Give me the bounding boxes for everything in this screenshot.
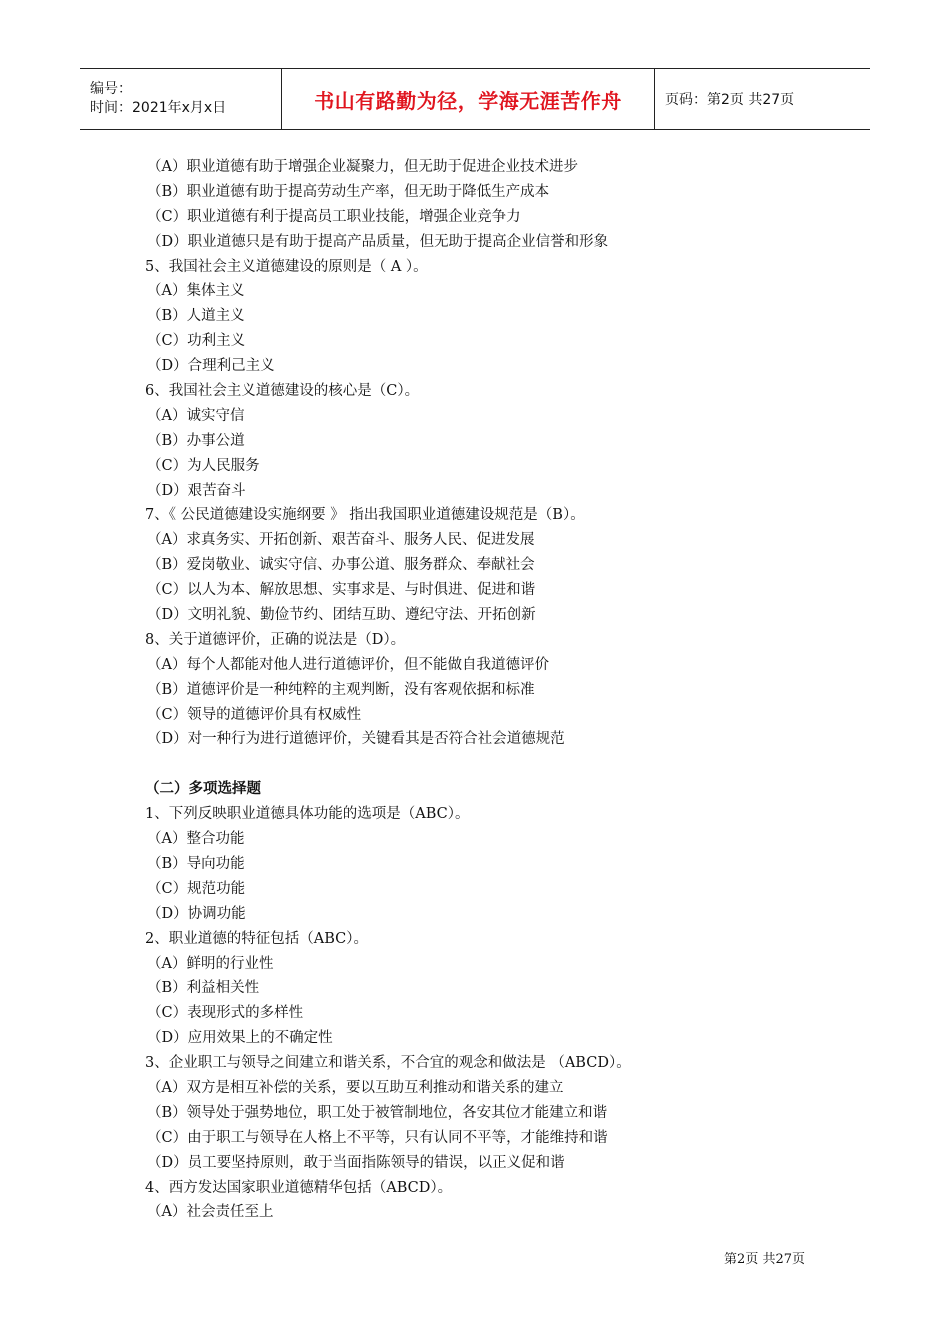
answer-option: （D）艰苦奋斗: [147, 482, 246, 499]
answer-option: （D）文明礼貌、勤俭节约、团结互助、遵纪守法、开拓创新: [147, 607, 536, 624]
page-footer: 第2页 共27页: [724, 1252, 805, 1267]
answer-option: （C）职业道德有利于提高员工职业技能，增强企业竞争力: [147, 208, 521, 225]
answer-option: （A）职业道德有助于增强企业凝聚力，但无助于促进企业技术进步: [147, 159, 578, 175]
answer-option: （A）社会责任至上: [147, 1204, 274, 1221]
question-text: 1、下列反映职业道德具体功能的选项是（ABC）。: [145, 806, 470, 823]
answer-option: （A）整合功能: [147, 831, 245, 848]
answer-option: （B）领导处于强势地位，职工处于被管制地位，各安其位才能建立和谐: [147, 1104, 608, 1121]
answer-option: （D）协调功能: [147, 905, 246, 922]
answer-option: （C）功利主义: [147, 333, 246, 350]
question-text: 4、西方发达国家职业道德精华包括（ABCD）。: [145, 1179, 453, 1196]
header-motto: 书山有路勤为径，学海无涯苦作舟: [314, 88, 622, 113]
question-text: 8、关于道德评价，正确的说法是（D）。: [145, 631, 406, 648]
answer-option: （A）鲜明的行业性: [147, 955, 274, 972]
question-text: 6、我国社会主义道德建设的核心是（C）。: [145, 383, 420, 400]
answer-option: （A）诚实守信: [147, 407, 245, 424]
answer-option: （B）道德评价是一种纯粹的主观判断，没有客观依据和标准: [147, 681, 535, 698]
answer-option: （B）职业道德有助于提高劳动生产率，但无助于降低生产成本: [147, 183, 550, 200]
answer-option: （C）以人为本、解放思想、实事求是、与时俱进、促进和谐: [147, 582, 536, 599]
answer-option: （D）对一种行为进行道德评价，关键看其是否符合社会道德规范: [147, 731, 565, 748]
header-page-cell: [655, 69, 870, 129]
question-text: 2、职业道德的特征包括（ABC）。: [145, 930, 368, 947]
answer-option: （C）为人民服务: [147, 457, 260, 474]
answer-option: （D）职业道德只是有助于提高产品质量，但无助于提高企业信誉和形象: [147, 233, 609, 250]
header-page-number: 页码：第2页 共27页: [665, 92, 795, 108]
answer-option: （D）合理利己主义: [147, 358, 275, 375]
section-heading: （二）多项选择题: [145, 781, 261, 798]
answer-option: （B）人道主义: [147, 308, 245, 325]
answer-option: （B）爱岗敬业、诚实守信、办事公道、服务群众、奉献社会: [147, 557, 535, 574]
answer-option: （A）集体主义: [147, 283, 245, 300]
answer-option: （C）表现形式的多样性: [147, 1005, 304, 1022]
document-number-label: 编号：: [90, 81, 132, 97]
answer-option: （A）双方是相互补偿的关系，要以互助互利推动和谐关系的建立: [147, 1079, 564, 1096]
answer-option: （D）应用效果上的不确定性: [147, 1030, 333, 1047]
question-text: 5、我国社会主义道德建设的原则是（ A ）。: [145, 258, 428, 275]
answer-option: （D）员工要坚持原则，敢于当面指陈领导的错误，以正义促和谐: [147, 1154, 565, 1171]
question-text: 7、《 公民道德建设实施纲要 》 指出我国职业道德建设规范是（B）。: [145, 507, 585, 524]
answer-option: （A）求真务实、开拓创新、艰苦奋斗、服务人民、促进发展: [147, 532, 535, 549]
blank-line: [145, 752, 865, 777]
answer-option: （C）领导的道德评价具有权威性: [147, 706, 362, 723]
header-motto-cell: [281, 69, 655, 129]
answer-option: （B）办事公道: [147, 432, 245, 449]
answer-option: （B）利益相关性: [147, 980, 260, 997]
answer-option: （C）由于职工与领导在人格上不平等，只有认同不平等，才能维持和谐: [147, 1129, 608, 1146]
question-text: 3、企业职工与领导之间建立和谐关系，不合宜的观念和做法是 （ABCD）。: [145, 1055, 631, 1072]
document-body: [145, 155, 865, 1225]
header-meta: [80, 69, 281, 129]
answer-option: （B）导向功能: [147, 855, 245, 872]
answer-option: （A）每个人都能对他人进行道德评价，但不能做自我道德评价: [147, 656, 549, 673]
document-time-label: 时间：2021年x月x日: [90, 100, 227, 116]
answer-option: （C）规范功能: [147, 880, 246, 897]
page-header: [80, 68, 870, 130]
